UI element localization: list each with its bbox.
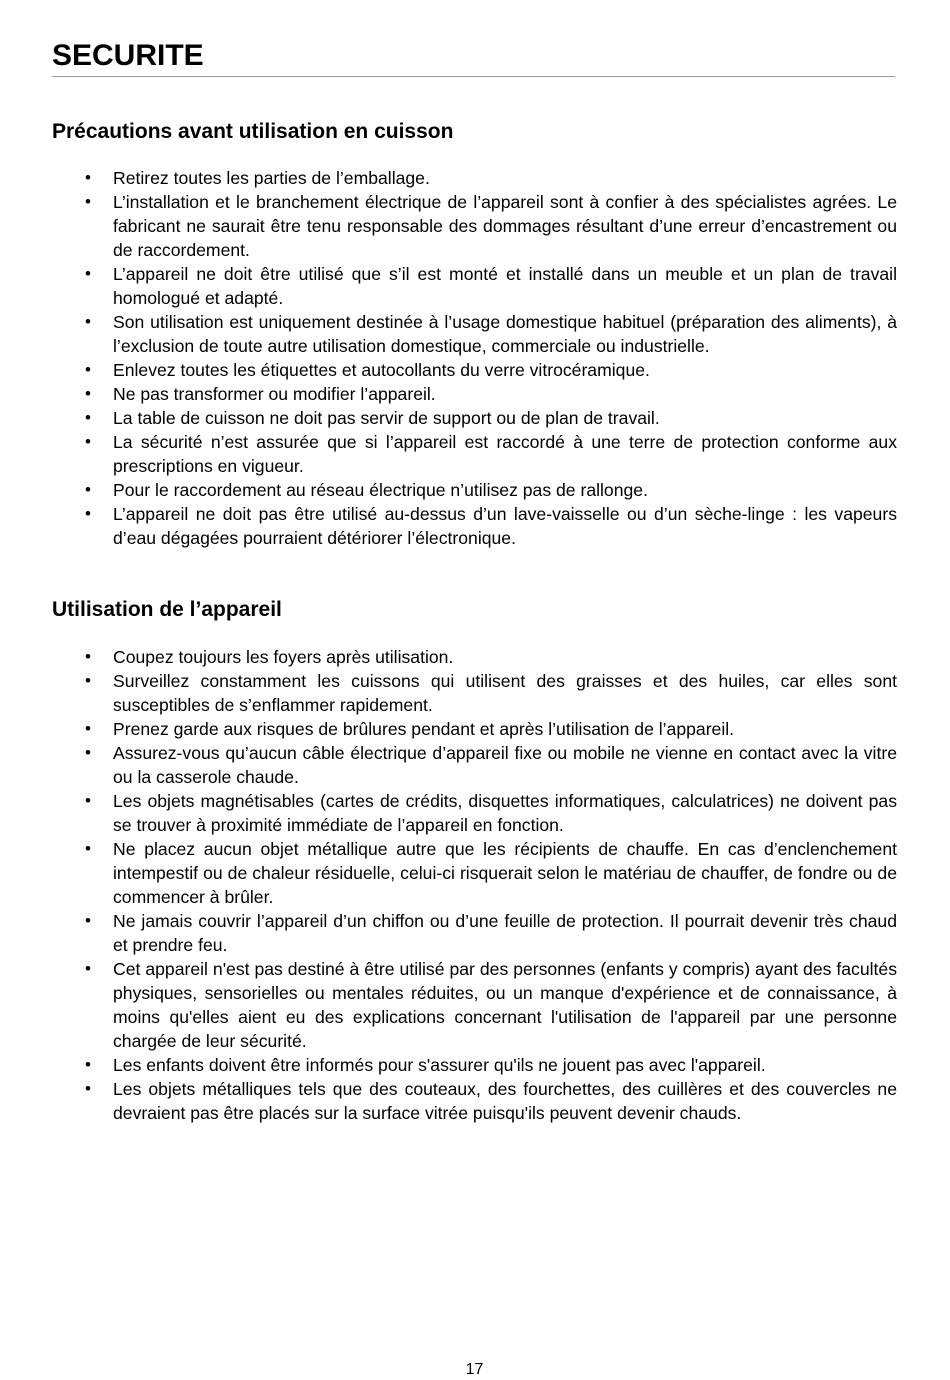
list-item-text: Pour le raccordement au réseau électrique n’utilisez pas de rallonge. xyxy=(113,480,648,500)
bullet-icon: • xyxy=(85,504,91,523)
list-item-text: Enlevez toutes les étiquettes et autocollants du verre vitrocéramique. xyxy=(113,360,650,380)
list-item xyxy=(52,741,897,789)
list-item-text: Les objets magnétisables (cartes de crédits, disquettes informatiques, calculatrices) ne doivent pas se trouver à proximité immédiate de l’appareil en fonction. xyxy=(113,791,897,835)
bullet-icon: • xyxy=(85,719,91,738)
list-item-text: La sécurité n’est assurée que si l’appareil est raccordé à une terre de protection conforme aux prescriptions en vigueur. xyxy=(113,432,897,476)
bullet-icon: • xyxy=(85,647,91,666)
bullet-icon: • xyxy=(85,192,91,211)
list-item xyxy=(52,406,897,430)
list-item-text: Assurez-vous qu’aucun câble électrique d’appareil fixe ou mobile ne vienne en contact avec la vitre ou la casserole chaude. xyxy=(113,743,897,787)
list-item xyxy=(52,478,897,502)
list-item xyxy=(52,502,897,550)
list-item xyxy=(52,190,897,262)
bullet-icon: • xyxy=(85,168,91,187)
list-item xyxy=(52,717,897,741)
list-item-text: Les objets métalliques tels que des couteaux, des fourchettes, des cuillères et des couvercles ne devraient pas être placés sur la surface vitrée puisqu'ils peuvent devenir chauds. xyxy=(113,1079,897,1123)
list-item-text: Coupez toujours les foyers après utilisation. xyxy=(113,647,454,667)
section-precautions xyxy=(52,118,897,550)
list-item-text: Ne jamais couvrir l’appareil d’un chiffon ou d’une feuille de protection. Il pourrait devenir très chaud et prendre feu. xyxy=(113,911,897,955)
list-item xyxy=(52,382,897,406)
title-divider xyxy=(52,76,895,77)
page-title: SECURITE xyxy=(52,39,204,72)
list-item-text: Son utilisation est uniquement destinée à l’usage domestique habituel (préparation des aliments), à l’exclusion de toute autre utilisation domestique, commerciale ou industrielle. xyxy=(113,312,897,356)
list-item xyxy=(52,957,897,1053)
list-item xyxy=(52,166,897,190)
document-page xyxy=(52,0,897,1377)
list-item xyxy=(52,909,897,957)
bullet-icon: • xyxy=(85,839,91,858)
list-item xyxy=(52,1077,897,1125)
bullet-icon: • xyxy=(85,432,91,451)
bullet-icon: • xyxy=(85,1055,91,1074)
list-item-text: L’installation et le branchement électrique de l’appareil sont à confier à des spécialistes agrées. Le fabricant ne saurait être tenu responsable des dommages résultant d’une erreur d’encastrement ou de raccordement. xyxy=(113,192,897,260)
list-item-text: Prenez garde aux risques de brûlures pendant et après l’utilisation de l’appareil. xyxy=(113,719,735,739)
section-heading: Précautions avant utilisation en cuisson xyxy=(52,120,454,143)
list-item-text: Retirez toutes les parties de l’emballage. xyxy=(113,168,430,188)
list-item xyxy=(52,310,897,358)
list-item-text: L’appareil ne doit pas être utilisé au-dessus d’un lave-vaisselle ou d’un sèche-linge : les vapeurs d’eau dégagées pourraient détériorer l’électronique. xyxy=(113,504,897,548)
bullet-list xyxy=(52,645,897,1125)
list-item xyxy=(52,789,897,837)
bullet-list xyxy=(52,166,897,550)
bullet-icon: • xyxy=(85,743,91,762)
list-item xyxy=(52,262,897,310)
bullet-icon: • xyxy=(85,911,91,930)
section-utilisation xyxy=(52,596,897,1125)
page-number: 17 xyxy=(465,1361,484,1378)
list-item xyxy=(52,669,897,717)
bullet-icon: • xyxy=(85,1079,91,1098)
bullet-icon: • xyxy=(85,671,91,690)
list-item xyxy=(52,837,897,909)
list-item-text: Surveillez constamment les cuissons qui utilisent des graisses et des huiles, car elles sont susceptibles de s’enflammer rapidement. xyxy=(113,671,897,715)
bullet-icon: • xyxy=(85,384,91,403)
section-heading: Utilisation de l’appareil xyxy=(52,598,282,621)
list-item-text: Ne pas transformer ou modifier l’appareil. xyxy=(113,384,436,404)
list-item-text: Cet appareil n'est pas destiné à être utilisé par des personnes (enfants y compris) ayant des facultés physiques, sensorielles ou mentales réduites, ou un manque d'expérience et de connaissance, à moins qu'elles aient eu des explications concernant l'utilisation de l'appareil par une personne chargée de leur sécurité. xyxy=(113,959,897,1051)
list-item xyxy=(52,1053,897,1077)
list-item xyxy=(52,645,897,669)
list-item-text: L’appareil ne doit être utilisé que s’il est monté et installé dans un meuble et un plan de travail homologué et adapté. xyxy=(113,264,897,308)
bullet-icon: • xyxy=(85,312,91,331)
bullet-icon: • xyxy=(85,959,91,978)
bullet-icon: • xyxy=(85,408,91,427)
bullet-icon: • xyxy=(85,360,91,379)
list-item xyxy=(52,430,897,478)
bullet-icon: • xyxy=(85,791,91,810)
list-item-text: Ne placez aucun objet métallique autre que les récipients de chauffe. En cas d’enclenchement intempestif ou de chaleur résiduelle, celui-ci risquerait selon le matériau de chauffer, de fondre ou de commencer à brûler. xyxy=(113,839,897,907)
list-item xyxy=(52,358,897,382)
list-item-text: Les enfants doivent être informés pour s'assurer qu'ils ne jouent pas avec l'appareil. xyxy=(113,1055,766,1075)
bullet-icon: • xyxy=(85,480,91,499)
bullet-icon: • xyxy=(85,264,91,283)
list-item-text: La table de cuisson ne doit pas servir de support ou de plan de travail. xyxy=(113,408,660,428)
